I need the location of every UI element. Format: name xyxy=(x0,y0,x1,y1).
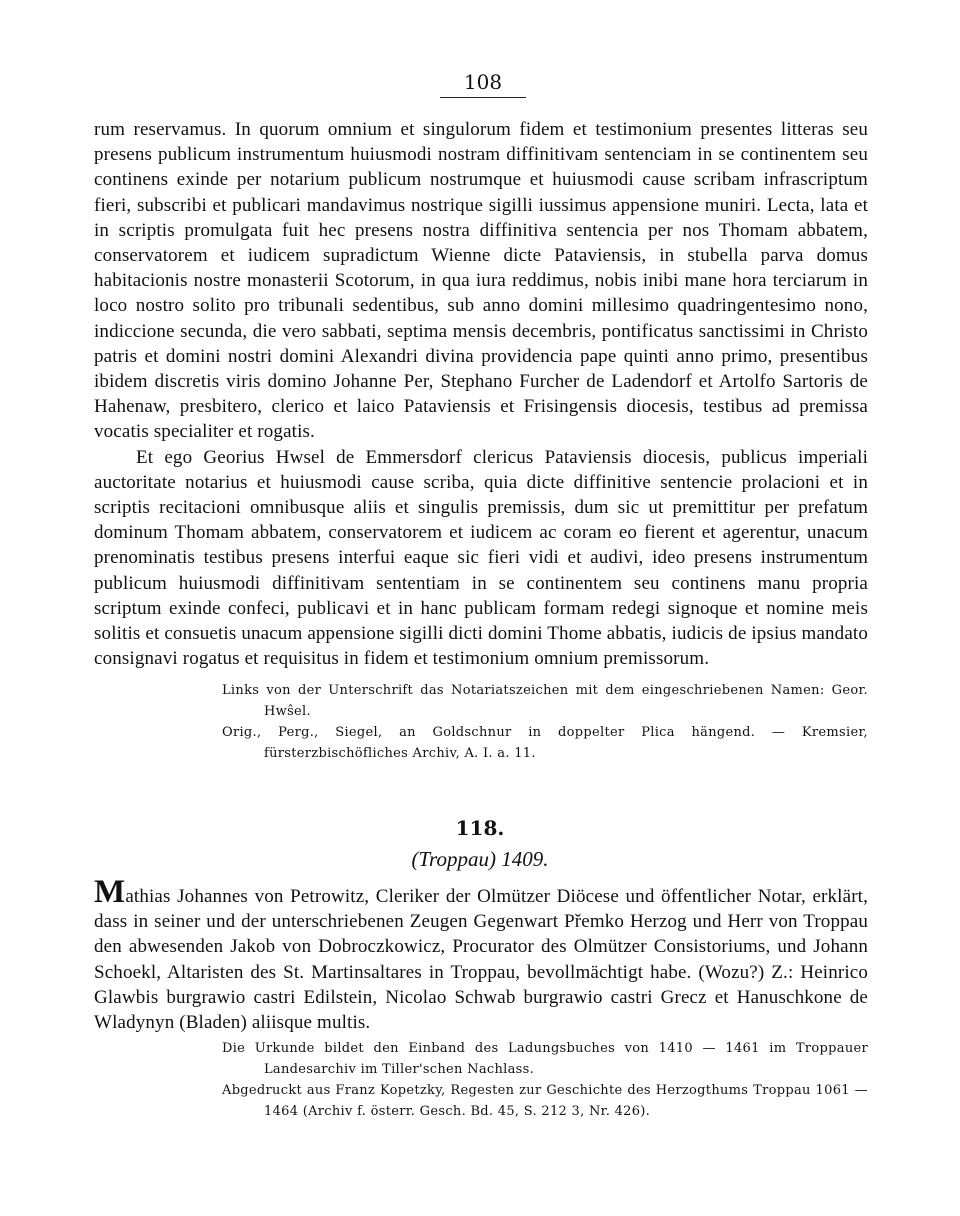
paragraph-1: rum reservamus. In quorum omnium et singulorum fidem et testimonium presentes litteras seu presens publicum instrumentum huiusmodi nostram diffinitivam sentenciam in se continentem seu continens exinde per notarium publicum nostrumque et huiusmodi cause scribam infrascriptum fieri, subscribi et publicari mandavimus nostrique sigilli iussimus appensione muniri. Lecta, lata et in scriptis promulgata fuit hec presens nostra diffinitiva sentencia per nos Thomam abbatem, conservatorem et iudicem supradictum Wienne dicte Pataviensis, in stubella parva domus habitacionis nostre monasterii Scotorum, in qua iura reddimus, nobis inibi mane hora terciarum in loco nostro solito pro tribunali sedentibus, sub anno domini millesimo quadringentesimo nono, indiccione secunda, die vero sabbati, septima mensis decembris, pontificatus sanctissimi in Christo patris et domini nostri domini Alexandri divina providencia pape quinti anno primo, presentibus ibidem discretis viris domino Johanne Per, Stephano Furcher de Ladendorf et Artolfo Sartoris de Hahenaw, presbitero, clerico et laico Pataviensis et Frisingensis diocesis, testibus ad premissa vocatis specialiter et rogatis. xyxy=(94,119,868,443)
paragraph-2: Et ego Georius Hwsel de Emmersdorf clericus Pataviensis diocesis, publicus imperiali auctoritate notarius et huiusmodi cause scriba, quia dicte diffinitive sentencie prolacioni et in scriptis recitacioni omnibusque aliis et singulis premissis, dum sic ut premittitur per prefatum dominum Thomam abbatem, conservatorem et iudicem ac coram eo fierent et agerentur, unacum prenominatis testibus presens interfui eaque sic fieri vidi et audivi, ideo presens instrumentum publicum huiusmodi diffinitivam sententiam in se continentem seu continens manu propria scriptum exinde confeci, publicavi et in hanc publicam formam redegi signoque et nomine meis solitis et consuetis unacum appensione sigilli dicti domini Thome abbatis, iudicis de ipsius mandato consignavi rogatus et requisitus in fidem et testimonium omnium premissorum. xyxy=(94,446,868,670)
regest xyxy=(94,874,868,1035)
page-number-rule xyxy=(440,97,526,98)
document-number: 118. xyxy=(455,816,505,840)
main-text xyxy=(94,117,868,671)
note-reprint: Abgedruckt aus Franz Kopetzky, Regesten zur Geschichte des Herzogthums Troppau 1061 — 1464 (Archiv f. österr. Gesch. Bd. 45, S. 212 3, Nr. 426). xyxy=(222,1083,868,1119)
initial-letter: M xyxy=(94,874,126,910)
regest-body: athias Johannes von Petrowitz, Cleriker der Olmützer Diöcese und öffentlicher Notar, erklärt, dass in seiner und der unterschriebenen Zeugen Gegenwart Přemko Herzog und Herr von Troppau den abwesenden Jakob von Dobroczkowicz, Procurator des Olmützer Consistoriums, und Johann Schoekl, Altaristen des St. Martinsaltares in Troppau, bevollmächtigt habe. (Wozu?) Z.: Heinrico Glawbis burgrawio castri Edilstein, Nicolao Schwab burgrawio castri Grecz et Hanuschkone de Wladynyn (Bladen) aliisque multis. xyxy=(94,886,868,1034)
notes-block-1 xyxy=(222,680,868,764)
note-binding: Die Urkunde bildet den Einband des Ladungsbuches von 1410 — 1461 im Troppauer Landesarchiv im Tiller'schen Nachlass. xyxy=(222,1041,868,1077)
note-signature: Links von der Unterschrift das Notariatszeichen mit dem eingeschriebenen Namen: Geor. Hwŝel. xyxy=(222,683,868,719)
page-number: 108 xyxy=(463,70,503,94)
place-date: (Troppau) 1409. xyxy=(411,847,549,871)
notes-block-2 xyxy=(222,1038,868,1122)
note-source: Orig., Perg., Siegel, an Goldschnur in doppelter Plica hängend. — Kremsier, fürsterzbischöfliches Archiv, A. I. a. 11. xyxy=(222,725,868,761)
regest-text xyxy=(94,874,868,1035)
